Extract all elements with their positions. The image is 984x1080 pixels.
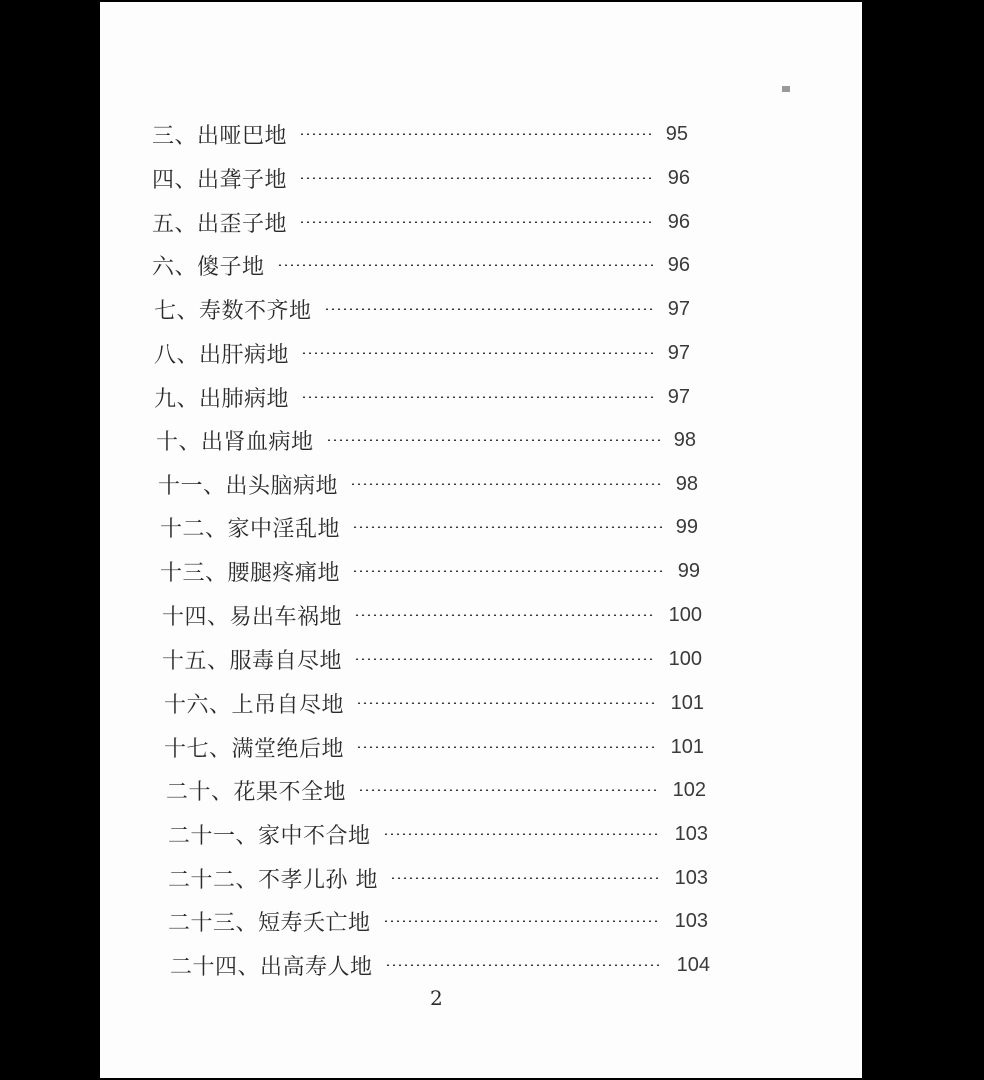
toc-entry-title: 八、出肝病地	[154, 342, 290, 368]
toc-entry-page: 99	[677, 559, 700, 582]
toc-entry-page: 99	[675, 515, 698, 538]
dot-leader	[383, 833, 661, 835]
toc-entry-page: 97	[667, 341, 690, 364]
toc-entry-page: 97	[667, 297, 690, 320]
toc-entry[interactable]	[162, 642, 702, 676]
toc-entry[interactable]	[160, 554, 700, 588]
toc-entry-title: 十、出肾血病地	[156, 429, 314, 455]
toc-entry-title: 七、寿数不齐地	[154, 298, 312, 324]
toc-entry-page: 98	[675, 472, 698, 495]
dot-leader	[358, 789, 659, 791]
dot-leader	[299, 133, 652, 135]
toc-entry-title: 十七、满堂绝后地	[164, 736, 345, 762]
dot-leader	[354, 658, 655, 660]
dot-leader	[354, 614, 655, 616]
toc-entry-page: 100	[668, 603, 702, 626]
toc-entry-title: 二十二、不孝儿孙 地	[168, 867, 378, 893]
toc-entry-page: 101	[670, 691, 704, 714]
document-page	[100, 2, 862, 1078]
toc-entry-page: 103	[674, 909, 708, 932]
page-number: 2	[430, 986, 443, 1010]
toc-entry[interactable]	[164, 686, 704, 720]
toc-entry[interactable]	[160, 510, 698, 544]
dot-leader	[356, 746, 657, 748]
toc-entry-title: 二十四、出高寿人地	[170, 954, 373, 980]
toc-entry[interactable]	[164, 730, 704, 764]
toc-entry-title: 二十一、家中不合地	[168, 823, 371, 849]
toc-entry-title: 十四、易出车祸地	[162, 604, 343, 630]
toc-entry-title: 十二、家中淫乱地	[160, 516, 341, 542]
toc-entry[interactable]	[152, 248, 690, 282]
toc-entry[interactable]	[154, 336, 690, 370]
toc-entry-page: 95	[665, 122, 688, 145]
toc-entry[interactable]	[156, 423, 696, 457]
toc-entry-page: 97	[667, 385, 690, 408]
toc-entry[interactable]	[168, 904, 708, 938]
dot-leader	[352, 570, 664, 572]
toc-entry-page: 103	[674, 822, 708, 845]
dot-leader	[383, 920, 661, 922]
toc-entry-title: 十六、上吊自尽地	[164, 692, 345, 718]
toc-entry-title: 四、出聋子地	[152, 167, 288, 193]
toc-entry[interactable]	[166, 773, 706, 807]
toc-entry[interactable]	[158, 467, 698, 501]
toc-entry-page: 100	[668, 647, 702, 670]
dot-leader	[299, 177, 654, 179]
toc-entry[interactable]	[152, 205, 690, 239]
toc-entry[interactable]	[170, 948, 710, 982]
dot-leader	[326, 439, 660, 441]
dot-leader	[301, 352, 654, 354]
toc-entry[interactable]	[154, 292, 690, 326]
toc-entry[interactable]	[162, 598, 702, 632]
toc-entry[interactable]	[154, 380, 690, 414]
toc-entry[interactable]	[168, 817, 708, 851]
toc-entry-page: 101	[670, 735, 704, 758]
dot-leader	[350, 483, 662, 485]
toc-entry-page: 96	[667, 166, 690, 189]
toc-entry[interactable]	[152, 117, 688, 151]
toc-entry-title: 九、出肺病地	[154, 386, 290, 412]
toc-entry-page: 104	[676, 953, 710, 976]
toc-entry-page: 102	[672, 778, 706, 801]
toc-entry-title: 二十三、短寿夭亡地	[168, 910, 371, 936]
dot-leader	[299, 221, 654, 223]
dot-leader	[324, 308, 654, 310]
table-of-contents	[100, 2, 862, 1078]
toc-entry-title: 五、出歪子地	[152, 211, 288, 237]
dot-leader	[277, 264, 654, 266]
toc-entry-title: 十三、腰腿疼痛地	[160, 560, 341, 586]
toc-entry-title: 六、傻子地	[152, 254, 265, 280]
toc-entry[interactable]	[168, 861, 708, 895]
toc-entry-title: 十五、服毒自尽地	[162, 648, 343, 674]
dot-leader	[390, 877, 661, 879]
toc-entry-page: 98	[673, 428, 696, 451]
toc-entry-page: 96	[667, 253, 690, 276]
dot-leader	[352, 526, 662, 528]
toc-entry-page: 103	[674, 866, 708, 889]
dot-leader	[356, 702, 657, 704]
dot-leader	[301, 396, 654, 398]
toc-entry-title: 十一、出头脑病地	[158, 473, 339, 499]
dot-leader	[385, 964, 663, 966]
toc-entry[interactable]	[152, 161, 690, 195]
toc-entry-page: 96	[667, 210, 690, 233]
toc-entry-title: 三、出哑巴地	[152, 123, 288, 149]
toc-entry-title: 二十、花果不全地	[166, 779, 347, 805]
